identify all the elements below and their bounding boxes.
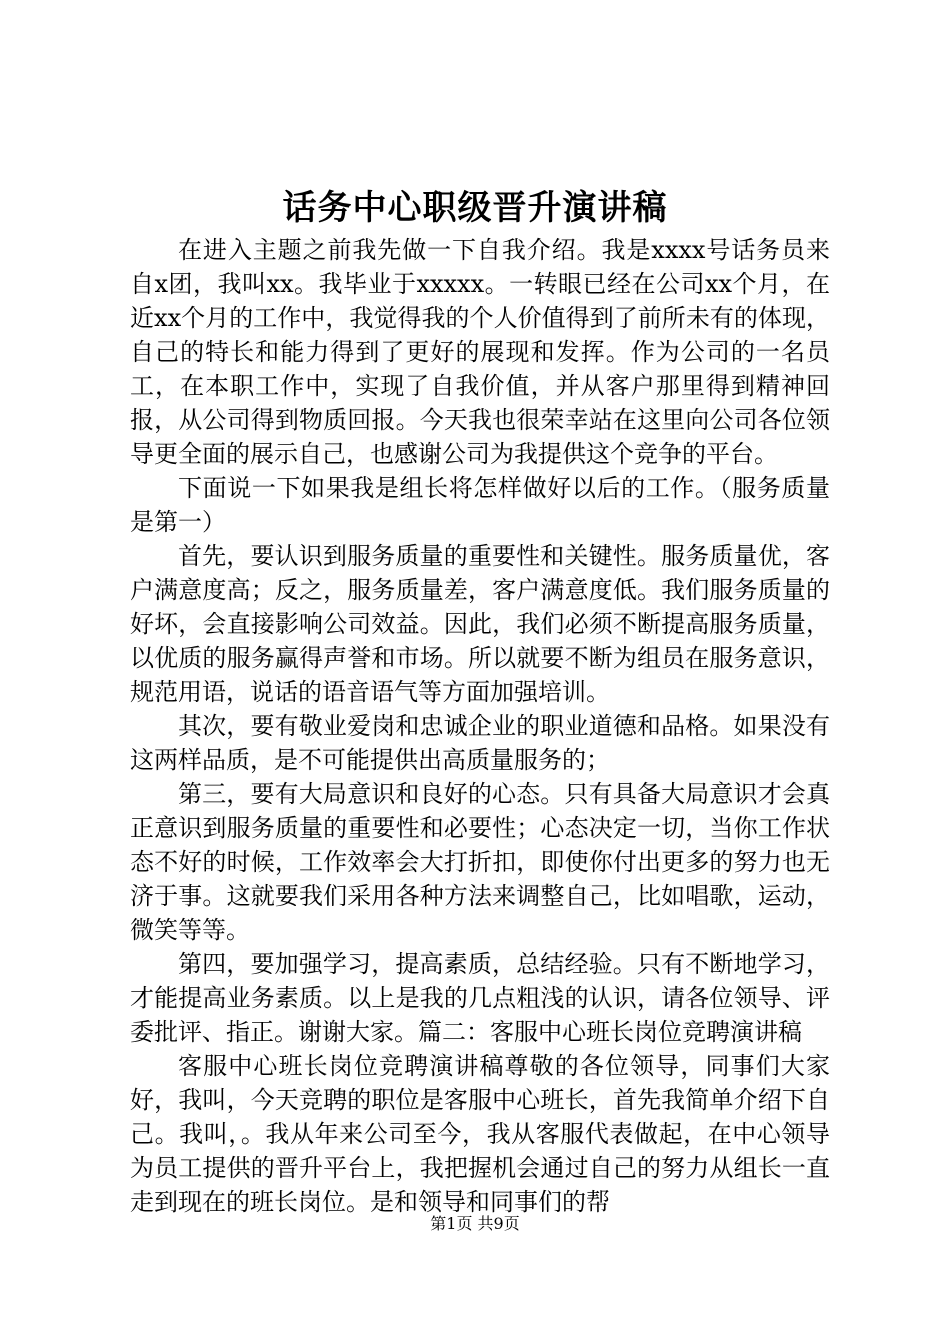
paragraph-4: 其次，要有敬业爱岗和忠诚企业的职业道德和品格。如果没有这两样品质，是不可能提供出高质量服务的；	[130, 712, 830, 774]
paragraph-1: 在进入主题之前我先做一下自我介绍。我是xxxx号话务员来自x团，我叫xx。我毕业于xxxxx。一转眼已经在公司xx个月，在近xx个月的工作中，我觉得我的个人价值得到了前所未有的体现，自己的特长和能力得到了更好的展现和发挥。作为公司的一名员工，在本职工作中，实现了自我价值，并从客户那里得到精神回报，从公司得到物质回报。今天我也很荣幸站在这里向公司各位领导更全面的展示自己，也感谢公司为我提供这个竞争的平台。	[130, 236, 830, 468]
paragraph-2: 下面说一下如果我是组长将怎样做好以后的工作。（服务质量是第一）	[130, 474, 830, 536]
page-number-footer: 第1页 共9页	[430, 1214, 520, 1233]
document-title: 话务中心职级晋升演讲稿	[282, 188, 668, 228]
paragraph-6: 第四，要加强学习，提高素质，总结经验。只有不断地学习，才能提高业务素质。以上是我的几点粗浅的认识，请各位领导、评委批评、指正。谢谢大家。篇二：客服中心班长岗位竞聘演讲稿	[130, 950, 830, 1046]
paragraph-3: 首先，要认识到服务质量的重要性和关键性。服务质量优，客户满意度高；反之，服务质量差，客户满意度低。我们服务质量的好坏，会直接影响公司效益。因此，我们必须不断提高服务质量，以优质的服务赢得声誉和市场。所以就要不断为组员在服务意识，规范用语，说话的语音语气等方面加强培训。	[130, 542, 830, 706]
paragraph-5: 第三，要有大局意识和良好的心态。只有具备大局意识才会真正意识到服务质量的重要性和必要性；心态决定一切，当你工作状态不好的时候，工作效率会大打折扣，即使你付出更多的努力也无济于事。这就要我们采用各种方法来调整自己，比如唱歌，运动，微笑等等。	[130, 780, 830, 944]
document-body	[130, 233, 830, 1219]
paragraph-7: 客服中心班长岗位竞聘演讲稿尊敬的各位领导，同事们大家好，我叫，今天竞聘的职位是客服中心班长，首先我简单介绍下自己。我叫，。我从年来公司至今，我从客服代表做起，在中心领导为员工提供的晋升平台上，我把握机会通过自己的努力从组长一直走到现在的班长岗位。是和领导和同事们的帮	[130, 1052, 830, 1216]
